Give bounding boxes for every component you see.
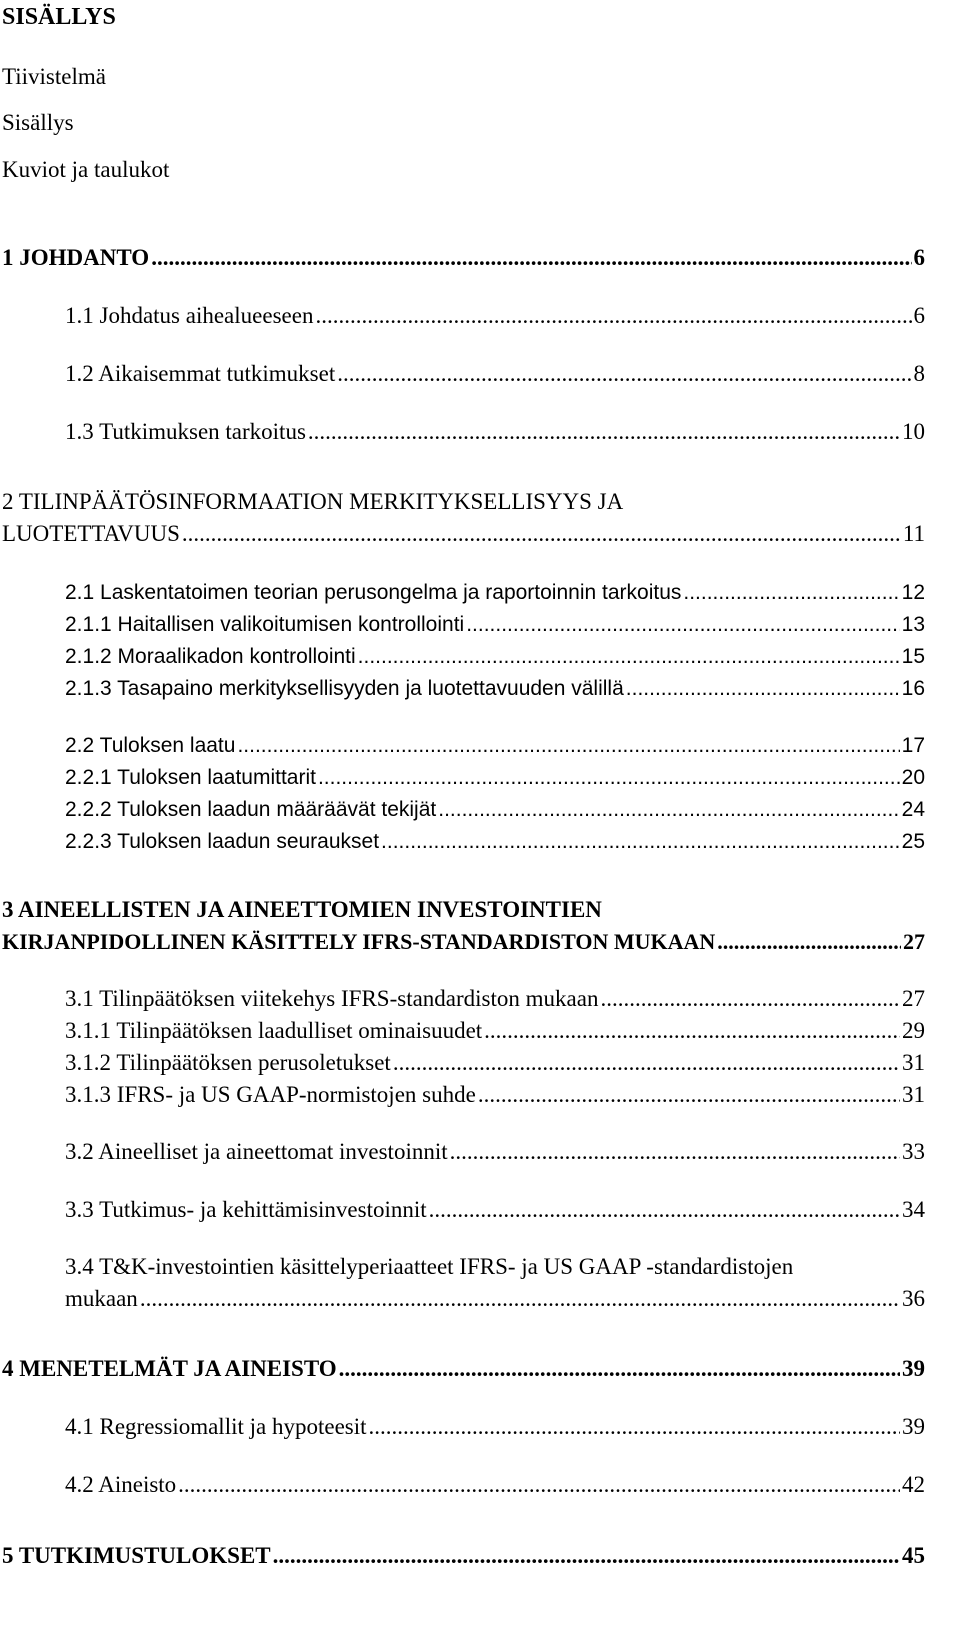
dot-leader: [484, 1015, 900, 1047]
toc-entry: [65, 1079, 925, 1111]
toc-entry: [65, 1469, 925, 1501]
toc-entry-page: 6: [913, 303, 925, 328]
toc-entry-label: 1.3 Tutkimuksen tarkoitus: [65, 419, 306, 444]
toc-entry: [2, 1540, 925, 1572]
dot-leader: [683, 577, 899, 609]
dot-leader: [717, 926, 901, 958]
toc-entry-label: 2.1.2 Moraalikadon kontrollointi: [65, 645, 356, 668]
toc-entry: [65, 358, 925, 390]
toc-entry-page: 31: [902, 1082, 925, 1107]
dot-leader: [466, 609, 899, 641]
toc-entry-label: LUOTETTAVUUS: [2, 521, 180, 546]
toc-entry-page: 15: [901, 645, 925, 668]
dot-leader: [381, 826, 900, 858]
front-matter-item: Tiivistelmä: [2, 64, 106, 89]
toc-entry-label: 2.1.3 Tasapaino merkityksellisyyden ja luotettavuuden välillä: [65, 677, 624, 700]
dot-leader: [358, 641, 900, 673]
dot-leader: [626, 673, 900, 705]
toc-entry-page: 10: [902, 419, 925, 444]
toc-entry: [65, 983, 925, 1015]
toc-entry-label: 2.1.1 Haitallisen valikoitumisen kontrollointi: [65, 613, 465, 636]
toc-entry-label: 2.1 Laskentatoimen teorian perusongelma ja raportoinnin tarkoitus: [65, 581, 682, 604]
toc-entry-page: 29: [902, 1018, 925, 1043]
front-matter-item: Sisällys: [2, 110, 74, 135]
toc-entry-label: 4.2 Aineisto: [65, 1472, 177, 1497]
toc-entry-page: 27: [903, 929, 925, 954]
toc-entry-label: 4.1 Regressiomallit ja hypoteesit: [65, 1414, 367, 1439]
toc-entry: [65, 577, 925, 609]
toc-entry: [65, 762, 925, 794]
toc-entry-label: 3.1 Tilinpäätöksen viitekehys IFRS-standardiston mukaan: [65, 986, 599, 1011]
dot-leader: [429, 1194, 900, 1226]
toc-entry: [65, 1194, 925, 1226]
toc-entry-page: 24: [901, 798, 925, 821]
dot-leader: [438, 794, 899, 826]
toc-entry-page: 12: [901, 581, 925, 604]
toc-entry-label: 2.2.3 Tuloksen laadun seuraukset: [65, 830, 380, 853]
toc-entry-label: 3 AINEELLISTEN JA AINEETTOMIEN INVESTOINTIEN: [2, 897, 602, 922]
dot-leader: [140, 1283, 900, 1315]
toc-entry: [65, 730, 925, 762]
dot-leader: [182, 518, 901, 550]
dot-leader: [450, 1136, 900, 1168]
toc-entry-label: 3.1.3 IFRS- ja US GAAP-normistojen suhde: [65, 1082, 476, 1107]
toc-entry: [2, 518, 925, 550]
toc-entry-label: 3.1.2 Tilinpäätöksen perusoletukset: [65, 1050, 391, 1075]
dot-leader: [318, 762, 900, 794]
dot-leader: [478, 1079, 900, 1111]
toc-entry: [65, 826, 925, 858]
toc-entry-page: 13: [901, 613, 925, 636]
toc-entry-page: 34: [902, 1197, 925, 1222]
toc-entry: [65, 1015, 925, 1047]
toc-entry-label: 2.2.2 Tuloksen laadun määräävät tekijät: [65, 798, 437, 821]
toc-entry: [65, 673, 925, 705]
toc-entry: [65, 416, 925, 448]
toc-entry-label: 3.3 Tutkimus- ja kehittämisinvestoinnit: [65, 1197, 427, 1222]
toc-entry-label: 3.4 T&K-investointien käsittelyperiaatteet IFRS- ja US GAAP -standardistojen: [65, 1254, 794, 1279]
toc-entry-page: 36: [902, 1286, 925, 1311]
dot-leader: [273, 1540, 900, 1572]
dot-leader: [393, 1047, 900, 1079]
toc-entry-label: 3.1.1 Tilinpäätöksen laadulliset ominaisuudet: [65, 1018, 483, 1043]
dot-leader: [315, 300, 911, 332]
toc-entry-label: KIRJANPIDOLLINEN KÄSITTELY IFRS-STANDARDISTON MUKAAN: [2, 929, 716, 954]
toc-entry-label: mukaan: [65, 1286, 138, 1311]
toc-entry-page: 11: [902, 521, 925, 546]
toc-entry-page: 17: [901, 734, 925, 757]
dot-leader: [339, 1353, 900, 1385]
toc-entry: [65, 641, 925, 673]
toc-entry-label: 2.2.1 Tuloksen laatumittarit: [65, 766, 316, 789]
toc-entry: [2, 242, 925, 274]
toc-entry: [65, 609, 925, 641]
toc-entry: [65, 794, 925, 826]
toc-entry-page: 6: [913, 245, 925, 270]
toc-entry: [65, 1283, 925, 1315]
toc-entry-label: 3.2 Aineelliset ja aineettomat investoinnit: [65, 1139, 448, 1164]
toc-entry-label: 2 TILINPÄÄTÖSINFORMAATION MERKITYKSELLISYYS JA: [2, 489, 624, 514]
toc-entry-page: 20: [901, 766, 925, 789]
toc-entry-page: 42: [902, 1472, 925, 1497]
toc-entry: [65, 1136, 925, 1168]
toc-entry-label: 1.2 Aikaisemmat tutkimukset: [65, 361, 336, 386]
toc-entry-page: 39: [902, 1356, 925, 1381]
toc-entry-page: 39: [902, 1414, 925, 1439]
toc-entry-page: 16: [901, 677, 925, 700]
dot-leader: [337, 358, 911, 390]
toc-entry-label: 1.1 Johdatus aihealueeseen: [65, 303, 314, 328]
toc-entry-label: 1 JOHDANTO: [2, 245, 150, 270]
dot-leader: [178, 1469, 900, 1501]
dot-leader: [369, 1411, 900, 1443]
toc-entry-page: 27: [902, 986, 925, 1011]
toc-entry-page: 8: [913, 361, 925, 386]
toc-entry: [65, 1047, 925, 1079]
dot-leader: [308, 416, 900, 448]
dot-leader: [151, 242, 911, 274]
toc-entry-label: 5 TUTKIMUSTULOKSET: [2, 1543, 271, 1568]
toc-entry: [2, 926, 925, 958]
toc-entry: [2, 1353, 925, 1385]
toc-entry-label: 4 MENETELMÄT JA AINEISTO: [2, 1356, 337, 1381]
toc-entry-page: 33: [902, 1139, 925, 1164]
toc-entry: [65, 300, 925, 332]
dot-leader: [237, 730, 899, 762]
toc-entry-page: 31: [902, 1050, 925, 1075]
toc-entry: [65, 1411, 925, 1443]
page-title: SISÄLLYS: [2, 4, 116, 30]
dot-leader: [600, 983, 900, 1015]
toc-entry-page: 45: [902, 1543, 925, 1568]
front-matter-item: Kuviot ja taulukot: [2, 157, 170, 182]
toc-entry-page: 25: [901, 830, 925, 853]
toc-entry-label: 2.2 Tuloksen laatu: [65, 734, 236, 757]
